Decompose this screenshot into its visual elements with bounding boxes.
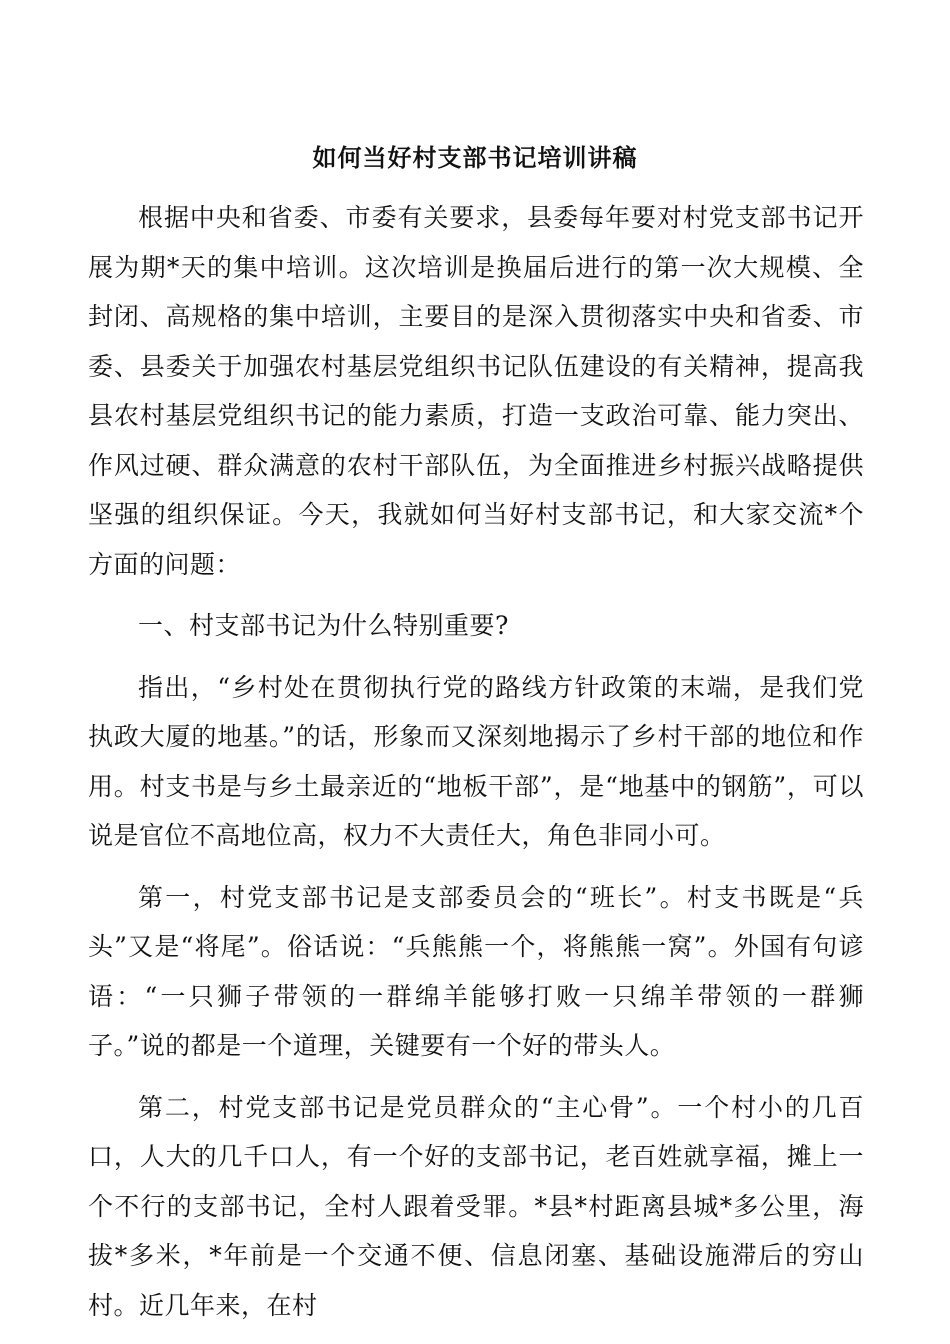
paragraph-intro: 根据中央和省委、市委有关要求，县委每年要对村党支部书记开展为期*天的集中培训。这次培训是换届后进行的第一次大规模、全封闭、高规格的集中培训，主要目的是深入贯彻落实中央和省委、市委、县委关于加强农村基层党组织书记队伍建设的有关精神，提高我县农村基层党组织书记的能力素质，打造一支政治可靠、能力突出、作风过硬、群众满意的农村干部队伍，为全面推进乡村振兴战略提供坚强的组织保证。今天，我就如何当好村支部书记，和大家交流*个方面的问题： — [88, 203, 864, 579]
paragraph-first-point: 第一，村党支部书记是支部委员会的“班长”。村支书既是“兵头”又是“将尾”。俗话说：“兵熊熊一个，将熊熊一窝”。外国有句谚语：“一只狮子带领的一群绵羊能够打败一只绵羊带领的一群狮子。”说的都是一个道理，关键要有一个好的带头人。 — [88, 882, 864, 1060]
document-title: 如何当好村支部书记培训讲稿 — [312, 143, 638, 172]
section-heading: 一、村支部书记为什么特别重要? — [138, 611, 509, 640]
document-body — [88, 193, 864, 1330]
paragraph-importance: 指出，“乡村处在贯彻执行党的路线方针政策的末端，是我们党执政大厦的地基。”的话，形象而又深刻地揭示了乡村干部的地位和作用。村支书是与乡土最亲近的“地板干部”，是“地基中的钢筋”，可以说是官位不高地位高，权力不大责任大，角色非同小可。 — [88, 672, 864, 850]
paragraph-second-point: 第二，村党支部书记是党员群众的“主心骨”。一个村小的几百口，人大的几千口人，有一个好的支部书记，老百姓就享福，摊上一个不行的支部书记，全村人跟着受罪。*县*村距离县城*多公里，海拔*多米，*年前是一个交通不便、信息闭塞、基础设施滞后的穷山村。近几年来，在村 — [88, 1092, 864, 1320]
